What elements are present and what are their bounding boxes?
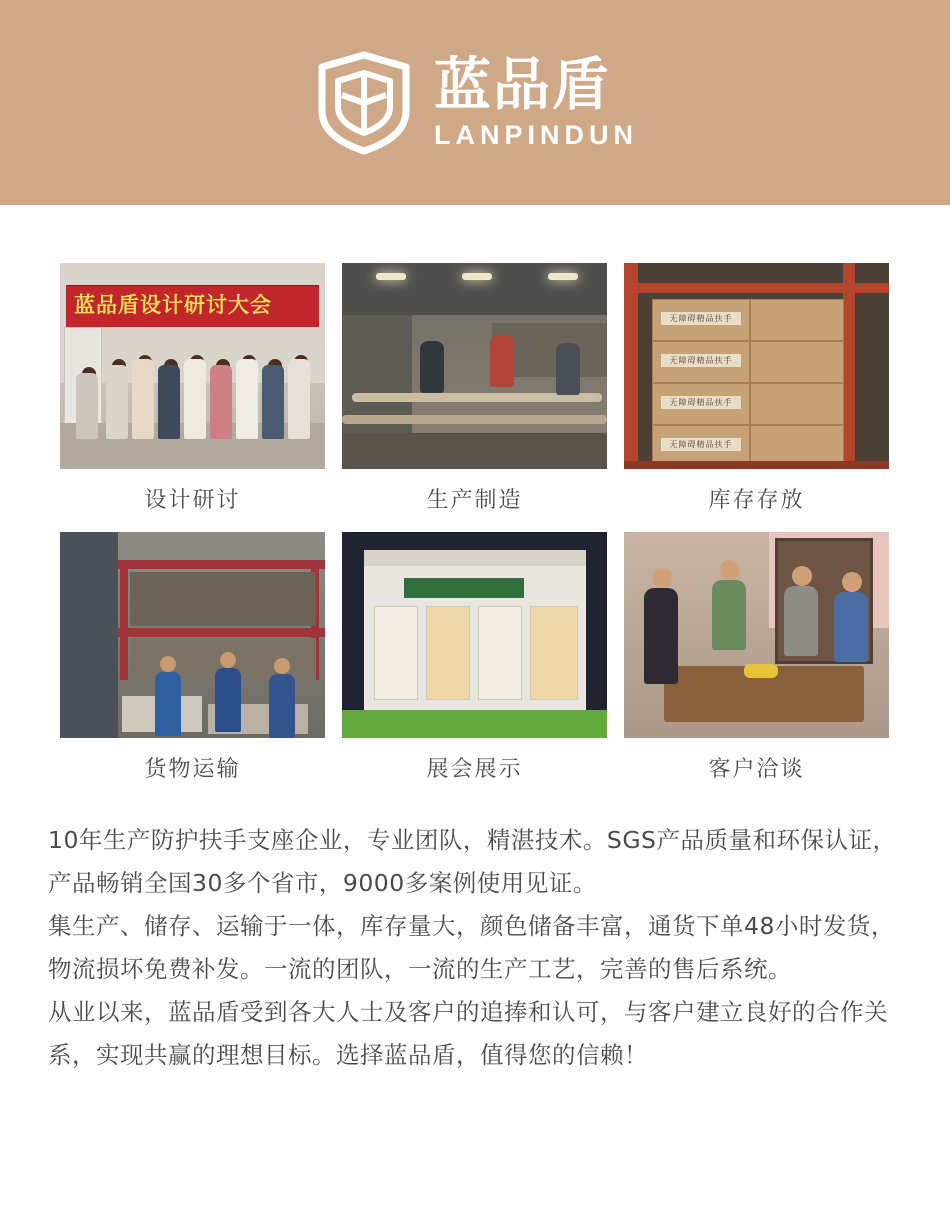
gallery-item bbox=[342, 532, 607, 801]
gallery-caption: 展会展示 bbox=[426, 757, 523, 782]
photo-gallery bbox=[0, 205, 950, 801]
company-description bbox=[0, 801, 950, 1077]
gallery-caption: 客户洽谈 bbox=[708, 757, 805, 782]
design-seminar-photo bbox=[60, 263, 325, 469]
gallery-caption: 货物运输 bbox=[144, 757, 241, 782]
gallery-item bbox=[60, 532, 325, 801]
manufacturing-workshop-photo bbox=[342, 263, 607, 469]
gallery-item bbox=[60, 263, 325, 532]
client-meeting-photo bbox=[624, 532, 889, 738]
logo-text bbox=[434, 51, 638, 150]
exhibition-booth-photo bbox=[342, 532, 607, 738]
logo bbox=[312, 51, 638, 155]
brand-name-cn: 蓝品盾 bbox=[434, 51, 611, 118]
gallery-caption: 设计研讨 bbox=[144, 488, 241, 513]
gallery-caption: 生产制造 bbox=[426, 488, 523, 513]
shield-logo-icon bbox=[312, 51, 416, 155]
description-paragraph: 10年生产防护扶手支座企业，专业团队，精湛技术。SGS产品质量和环保认证，产品畅销全国30多个省市，9000多案例使用见证。 bbox=[48, 826, 897, 897]
goods-transport-photo bbox=[60, 532, 325, 738]
gallery-item bbox=[624, 263, 889, 532]
warehouse-stock-photo: 无障碍精品扶手 无障碍精品扶手 无障碍精品扶手 无障碍精品扶手 bbox=[624, 263, 889, 469]
description-paragraph: 集生产、储存、运输于一体，库存量大，颜色储备丰富，通货下单48小时发货，物流损坏免费补发。一流的团队，一流的生产工艺，完善的售后系统。 bbox=[48, 912, 895, 983]
gallery-caption: 库存存放 bbox=[708, 488, 805, 513]
gallery-item bbox=[342, 263, 607, 532]
brand-name-en: LANPINDUN bbox=[434, 119, 638, 150]
description-paragraph: 从业以来，蓝品盾受到各大人士及客户的追捧和认可，与客户建立良好的合作关系，实现共赢的理想目标。选择蓝品盾，值得您的信赖！ bbox=[48, 998, 888, 1069]
gallery-item bbox=[624, 532, 889, 801]
brand-banner bbox=[0, 0, 950, 205]
